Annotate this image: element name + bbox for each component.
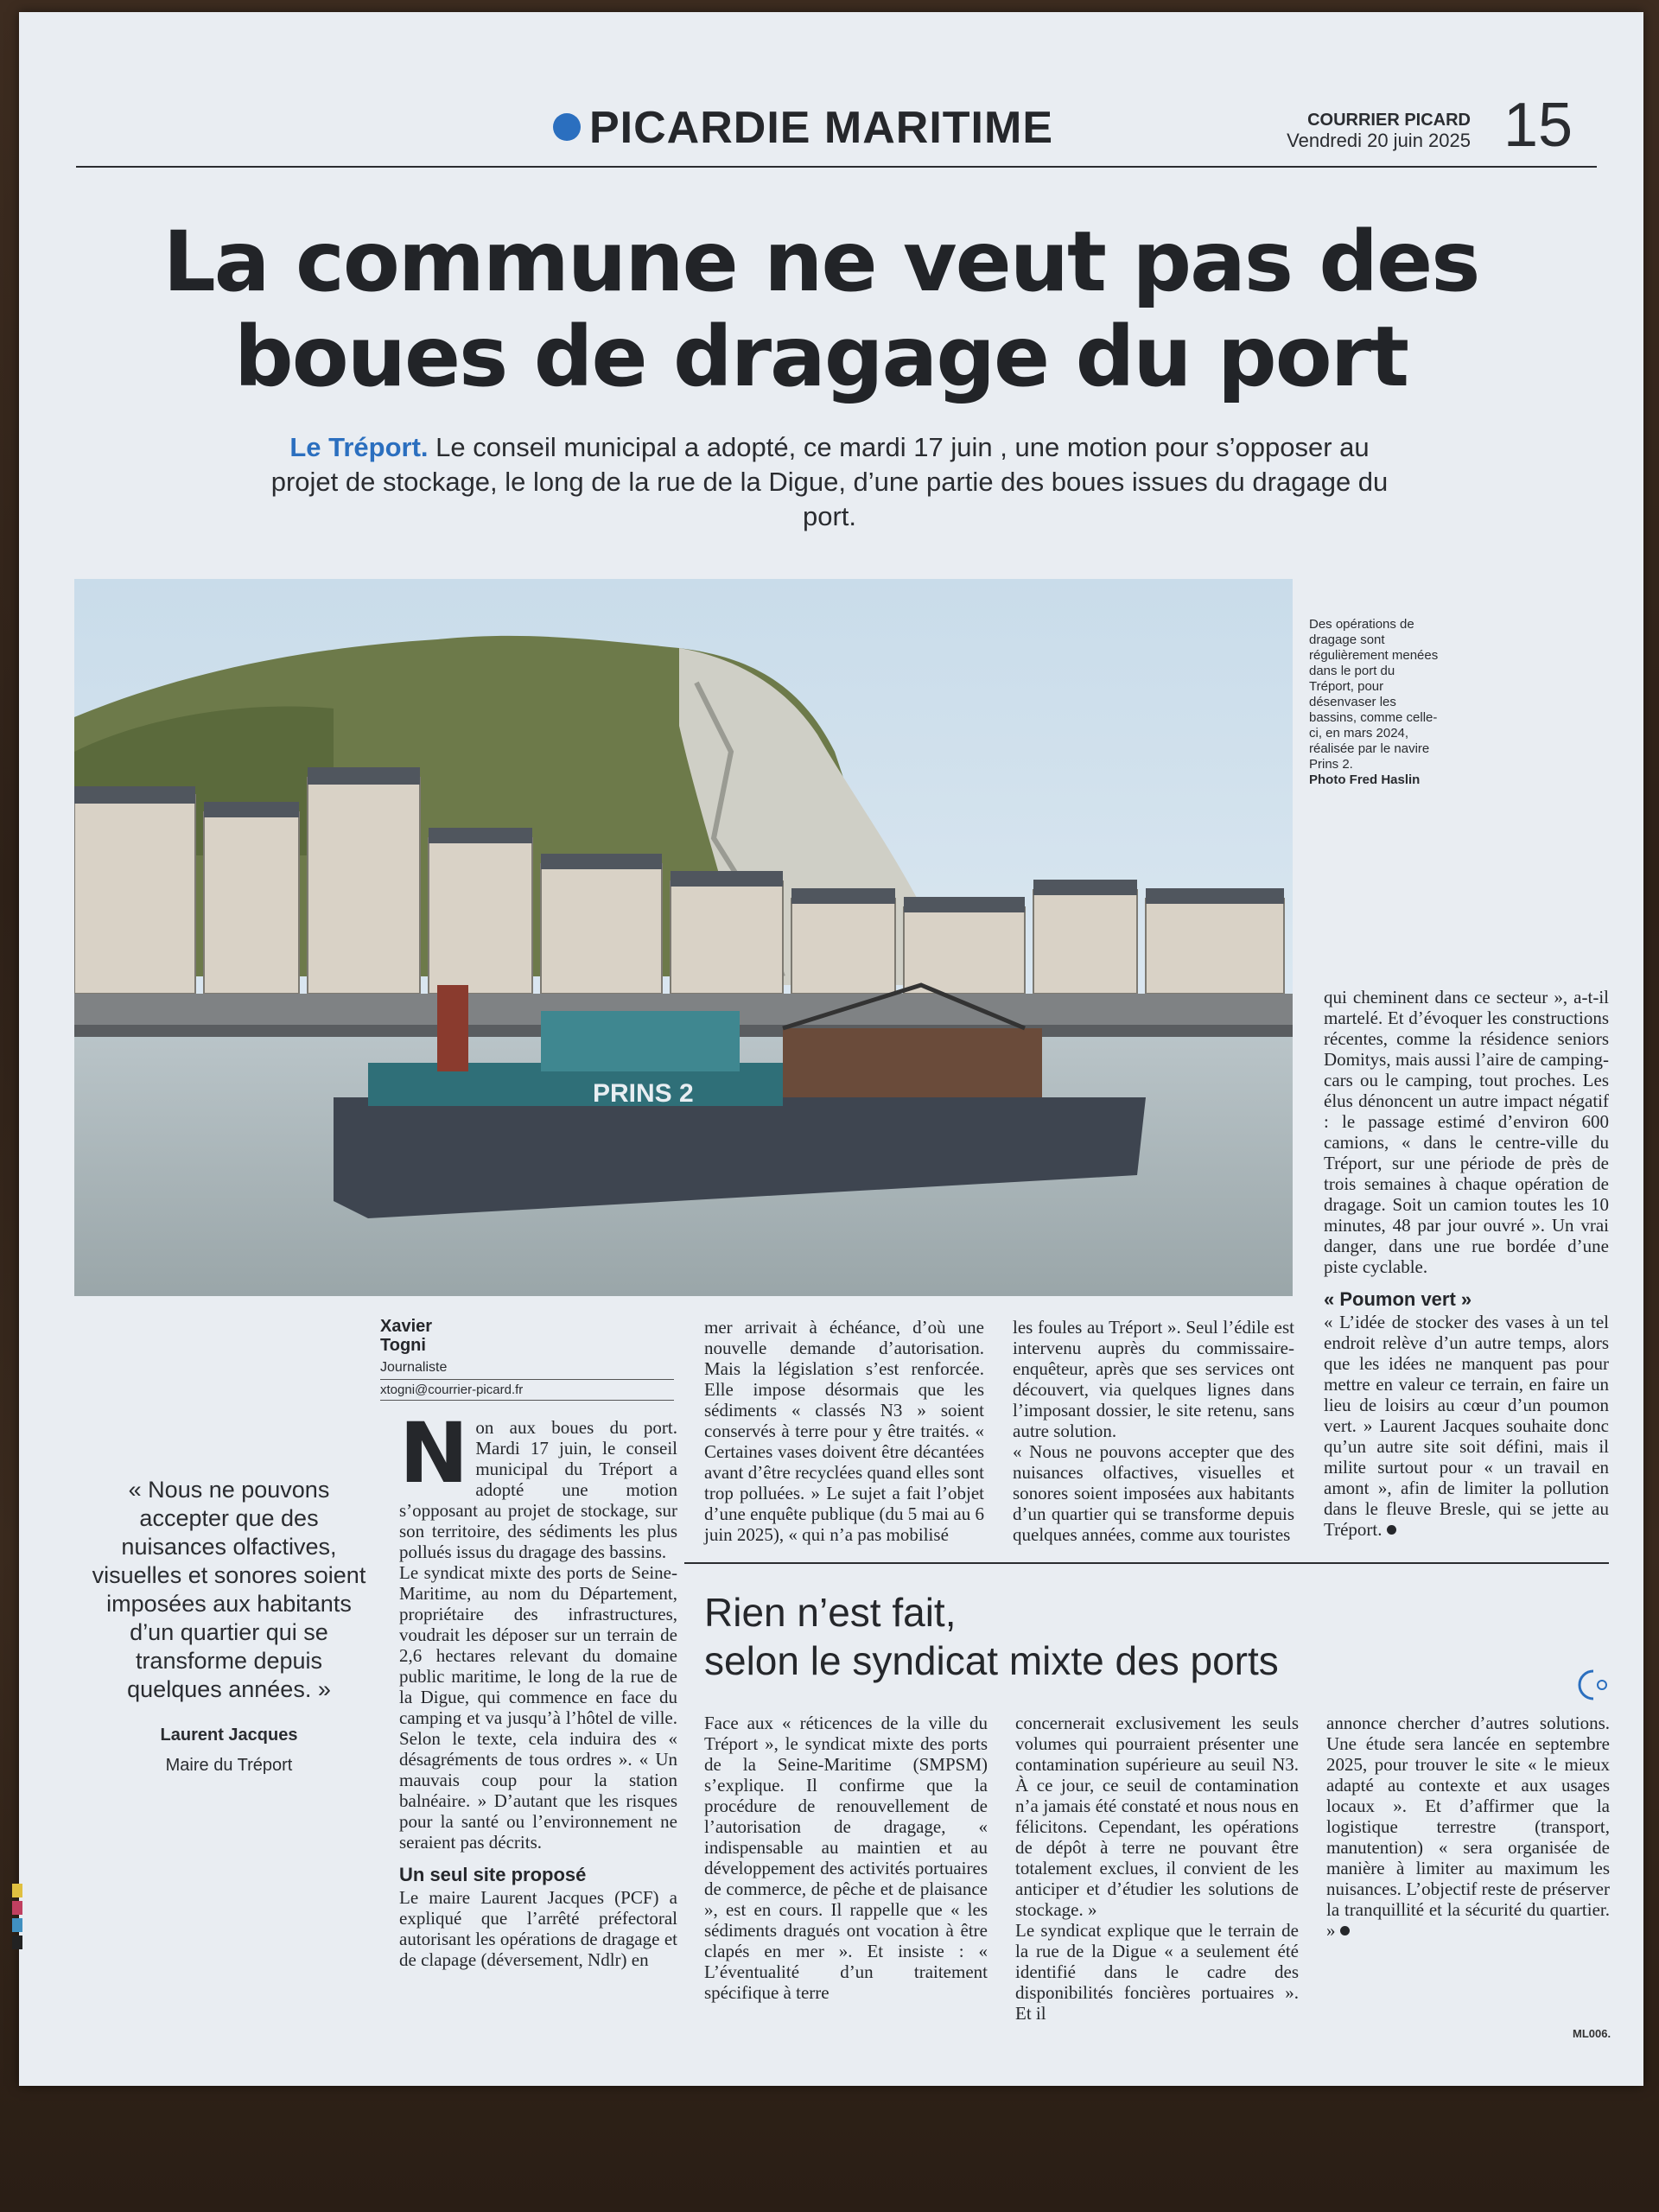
swirl-icon (1574, 1668, 1612, 1707)
quote-text: « Nous ne pouvons accepter que des nuisances olfactives, visuelles et sonores soient imposées aux habitants d’un quartier qui se transforme depuis quelques années. » (92, 1477, 366, 1702)
page-number: 15 (1503, 91, 1573, 160)
subhead-poumon-vert: « Poumon vert » (1324, 1288, 1472, 1310)
newspaper-name: COURRIER PICARD (1307, 111, 1471, 130)
lede-place: Le Tréport. (289, 432, 429, 462)
article2-column-1 (704, 1713, 988, 2003)
pull-quote (86, 1476, 372, 1780)
article2-title-line1: Rien n’est fait, (704, 1590, 957, 1635)
author-role: Journaliste (380, 1360, 448, 1375)
paragraph: Face aux « réticences de la ville du Tréport », le syndicat mixte des ports de la Seine-Maritime (SMPSM) s’explique. Il confirme que la procédure de renouvellement de l’autorisation de dragage, « indispensable au maintien et au développement des activités portuaires de commerce, de pêche et de plaisance », est en cours. Il rappelle que « les sédiments dragués ont vocation à être clapés en mer ». Et insiste : « L’éventualité d’un traitement spécifique à terre (704, 1713, 988, 2003)
paragraph: annonce chercher d’autres solutions. Une étude sera lancée en septembre 2025, pour trouver le site « le mieux adapté au contexte et aux usages locaux ». Et d’affirmer que la logistique terrestre (transport, manutention) « sera organisée de manière à limiter au maximum les nuisances. L’objectif reste de préserver la tranquillité et la sécurité du quartier. » (1326, 1713, 1610, 1941)
quote-author: Laurent Jacques (160, 1726, 298, 1745)
section-label: PICARDIE MARITIME (589, 103, 1053, 153)
section-title (553, 102, 1053, 154)
author-email[interactable]: xtogni@courrier-picard.fr (380, 1379, 674, 1401)
author-name: Xavier Togni (380, 1317, 433, 1355)
photo-caption (1309, 617, 1443, 788)
subhead-site: Un seul site proposé (399, 1864, 587, 1885)
paragraph: on aux boues du port. Mardi 17 juin, le conseil municipal du Tréport a adopté une motion s’opposant au projet de stockage, sur son territoire, des sédiments les plus pollués issus du dragage des bassins. (399, 1417, 677, 1562)
paragraph: « L’idée de stocker des vases à un tel endroit relève d’un autre temps, alors que les idées ne manquent pas pour mettre en valeur ce terrain, en faire un lieu de loisirs au cœur d’un poumon vert. » Laurent Jacques souhaite donc qu’un autre site soit défini, mais il milite surtout pour « un travail en amont », afin de limiter la pollution dans le fleuve Bresle, qui se jette au Tréport. (1324, 1312, 1609, 1540)
section-divider (684, 1562, 1609, 1564)
harbor-photo-image (74, 579, 1293, 1296)
photo-credit: Photo Fred Haslin (1309, 772, 1421, 787)
blue-dot-icon (553, 113, 581, 141)
ship-name: PRINS 2 (593, 1079, 694, 1108)
article-column-1 (399, 1405, 677, 1970)
article2-title-line2: selon le syndicat mixte des ports (704, 1638, 1279, 1683)
paragraph: Le syndicat explique que le terrain de la rue de la Digue « a seulement été identifié dans le cadre des disponibilités foncières portuaires ». Et il (1015, 1920, 1299, 2024)
article2-title (704, 1588, 1482, 1685)
page-code: ML006. (1573, 2027, 1611, 2040)
lede (259, 430, 1400, 534)
swirl-graphic (1574, 1668, 1612, 1702)
end-mark-icon (1387, 1525, 1396, 1535)
print-color-bar (12, 1884, 22, 1953)
paragraph: mer arrivait à échéance, d’où une nouvelle demande d’autorisation. Mais la législation s’est renforcée. Elle impose désormais que les sédiments « classés N3 » soient conservés à terre pour y être traités. « Certaines vases doivent être décantées avant d’être recyclées quand elles sont trop polluées. » Le sujet a fait l’objet d’une enquête publique (du 5 mai au 6 juin 2025), « qui n’a pas mobilisé (704, 1317, 984, 1545)
dropcap: N (399, 1405, 469, 1502)
article-column-3 (1013, 1317, 1294, 1545)
article2-column-3 (1326, 1713, 1610, 1941)
issue-date: Vendredi 20 juin 2025 (1287, 130, 1471, 151)
paragraph: Le maire Laurent Jacques (PCF) a expliqué que l’arrêté préfectoral autorisant les opérations de dragage et de clapage (déversement, Ndlr) en (399, 1887, 677, 1970)
header-rule (76, 166, 1597, 168)
paragraph: qui cheminent dans ce secteur », a-t-il martelé. Et d’évoquer les constructions récentes, comme la résidence seniors Domitys, mais aussi l’aire de camping-cars ou le camping, tout proches. Les élus dénoncent un autre impact négatif : le passage estimé d’environ 600 camions, « dans le centre-ville du Tréport, sur une période de près de trois semaines à chaque opération de dragage. Soit un camion toutes les 10 minutes, 48 par jour ouvré ». Un vrai danger, dans une rue bordée d’une piste cyclable. (1324, 987, 1609, 1277)
paragraph: les foules au Tréport ». Seul l’édile est intervenu auprès du commissaire-enquêteur, après que ses services ont découvert, via quelques lignes dans l’imposant dossier, le site retenu, sans autre solution. (1013, 1317, 1294, 1441)
harbor-photo (74, 579, 1293, 1296)
lede-text: Le conseil municipal a adopté, ce mardi 17 juin , une motion pour s’opposer au projet de stockage, le long de la rue de la Digue, d’une partie des boues issues du dragage du port. (270, 432, 1389, 531)
article-column-4 (1324, 987, 1609, 1540)
article-column-2 (704, 1317, 984, 1545)
paragraph: concernerait exclusivement les seuls volumes qui pourraient présenter une contamination supérieure au seuil N3. À ce jour, ce seuil de contamination n’a jamais été constaté et nous nous en félicitons. Cependant, les opérations de dépôt à terre ne pouvant être totalement exclues, il convient de les anticiper et d’étudier les solutions de stockage. » (1015, 1713, 1299, 1920)
author-block (380, 1317, 674, 1401)
paragraph: Le syndicat mixte des ports de Seine-Maritime, au nom du Département, propriétaire des infrastructures, voudrait les déposer sur un terrain de 2,6 hectares relevant du domaine public maritime, le long de la rue de la Digue, qui commence en face du camping et va jusqu’à l’hôtel de ville. Selon le texte, cela induira des « désagréments de tous ordres ». « Un mauvais coup pour la station balnéaire. » D’autant que les risques pour la santé ou l’environnement ne seraient pas décrits. (399, 1562, 677, 1853)
caption-text: Des opérations de dragage sont régulièrement menées dans le port du Tréport, pour désenvaser les bassins, comme celle-ci, en mars 2024, réalisée par le navire Prins 2. (1309, 617, 1439, 772)
paragraph: « Nous ne pouvons accepter que des nuisances olfactives, visuelles et sonores soient imposées aux habitants d’un quartier qui se transforme depuis quelques années, comme aux touristes (1013, 1441, 1294, 1545)
headline: La commune ne veut pas des boues de dragage du port (162, 213, 1479, 405)
end-mark-icon (1340, 1926, 1350, 1936)
quote-author-role: Maire du Tréport (165, 1756, 293, 1775)
article2-column-2 (1015, 1713, 1299, 2024)
